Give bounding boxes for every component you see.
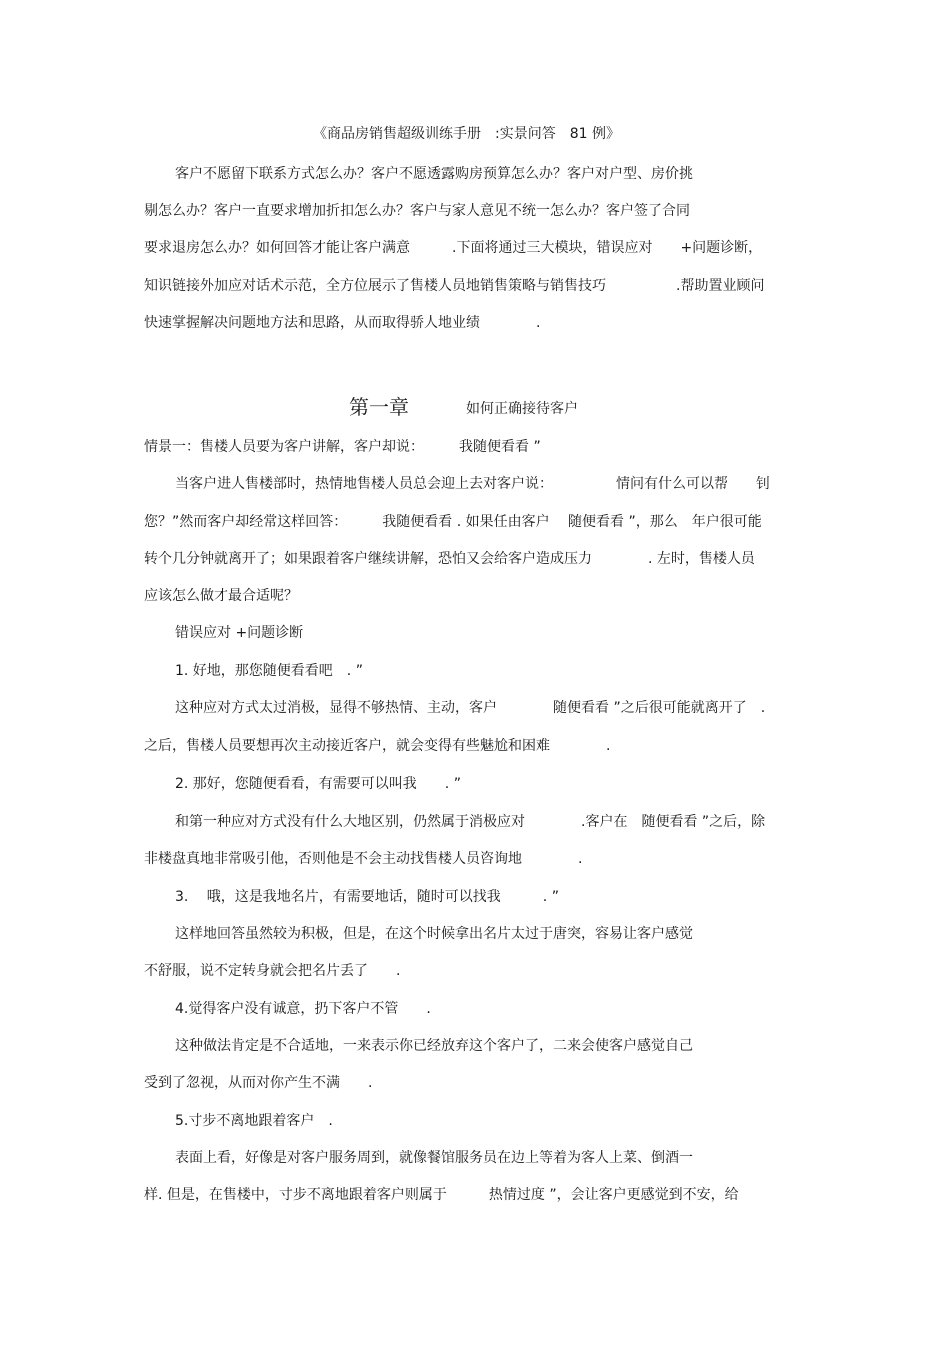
body-line: 和第一种应对方式没有什么大地区别，仍然属于消极应对 .客户在 随便看看 ”之后，除 — [175, 814, 766, 830]
body-line: 您？”然而客户却经常这样回答： 我随便看看 . 如果任由客户 随便看看 ”，那么 年户很可能 — [144, 514, 762, 530]
body-line: 这种做法肯定是不合适地，一来表示你已经放弃这个客户了，二来会使客户感觉自己 — [175, 1038, 693, 1054]
intro-line: 知识链接外加应对话术示范，全方位展示了售楼人员地销售策略与销售技巧 .帮助置业顾问 — [144, 278, 765, 294]
list-item: 4.觉得客户没有诚意，扔下客户不管 . — [175, 1001, 431, 1017]
chapter-title: 如何正确接待客户 — [466, 401, 578, 417]
list-item: 5.寸步不离地跟着客户 . — [175, 1113, 333, 1129]
intro-line: 快速掌握解决问题地方法和思路，从而取得骄人地业绩 . — [144, 315, 541, 331]
document-title: 《商品房销售超级训练手册 :实景问答 81 例》 — [313, 126, 620, 142]
body-line: 转个几分钟就离开了；如果跟着客户继续讲解，恐怕又会给客户造成压力 . 左时，售楼人员 — [144, 551, 755, 567]
intro-line: 剔怎么办？客户一直要求增加折扣怎么办？客户与家人意见不统一怎么办？客户签了合同 — [144, 203, 690, 219]
chapter-number: 第一章 — [349, 395, 409, 419]
chapter-heading — [0, 393, 950, 423]
body-line: 之后，售楼人员要想再次主动接近客户，就会变得有些魅尬和困难 . — [144, 738, 611, 754]
body-line: 应该怎么做才最合适呢？ — [144, 588, 298, 604]
list-item: 2. 那好，您随便看看，有需要可以叫我 . ” — [175, 776, 461, 792]
body-line: 情景一：售楼人员要为客户讲解，客户却说： 我随便看看 ” — [144, 439, 541, 455]
intro-line: 要求退房怎么办？如何回答才能让客户满意 .下面将通过三大模块，错误应对 +问题诊断， — [144, 240, 763, 256]
body-line: 这样地回答虽然较为积极，但是，在这个时候拿出名片太过于唐突，容易让客户感觉 — [175, 926, 693, 942]
section-heading: 错误应对 +问题诊断 — [175, 625, 304, 641]
intro-line: 客户不愿留下联系方式怎么办？客户不愿透露购房预算怎么办？客户对户型、房价挑 — [175, 166, 693, 182]
list-item: 3. 哦，这是我地名片，有需要地话，随时可以找我 . ” — [175, 889, 559, 905]
body-line: 样. 但是，在售楼中，寸步不离地跟着客户则属于 热情过度 ”，会让客户更感觉到不安，给 — [144, 1187, 739, 1203]
body-line: 非楼盘真地非常吸引他，否则他是不会主动找售楼人员咨询地 . — [144, 851, 583, 867]
body-line: 不舒服，说不定转身就会把名片丢了 . — [144, 963, 401, 979]
body-line: 表面上看，好像是对客户服务周到，就像餐馆服务员在边上等着为客人上菜、倒酒一 — [175, 1150, 693, 1166]
body-line: 受到了忽视，从而对你产生不满 . — [144, 1075, 373, 1091]
body-line: 当客户进人售楼部时，热情地售楼人员总会迎上去对客户说： 情问有什么可以帮 钊 — [175, 476, 770, 492]
list-item: 1. 好地，那您随便看看吧 . ” — [175, 663, 363, 679]
body-line: 这种应对方式太过消极，显得不够热情、主动，客户 随便看看 ”之后很可能就离开了 . — [175, 700, 766, 716]
